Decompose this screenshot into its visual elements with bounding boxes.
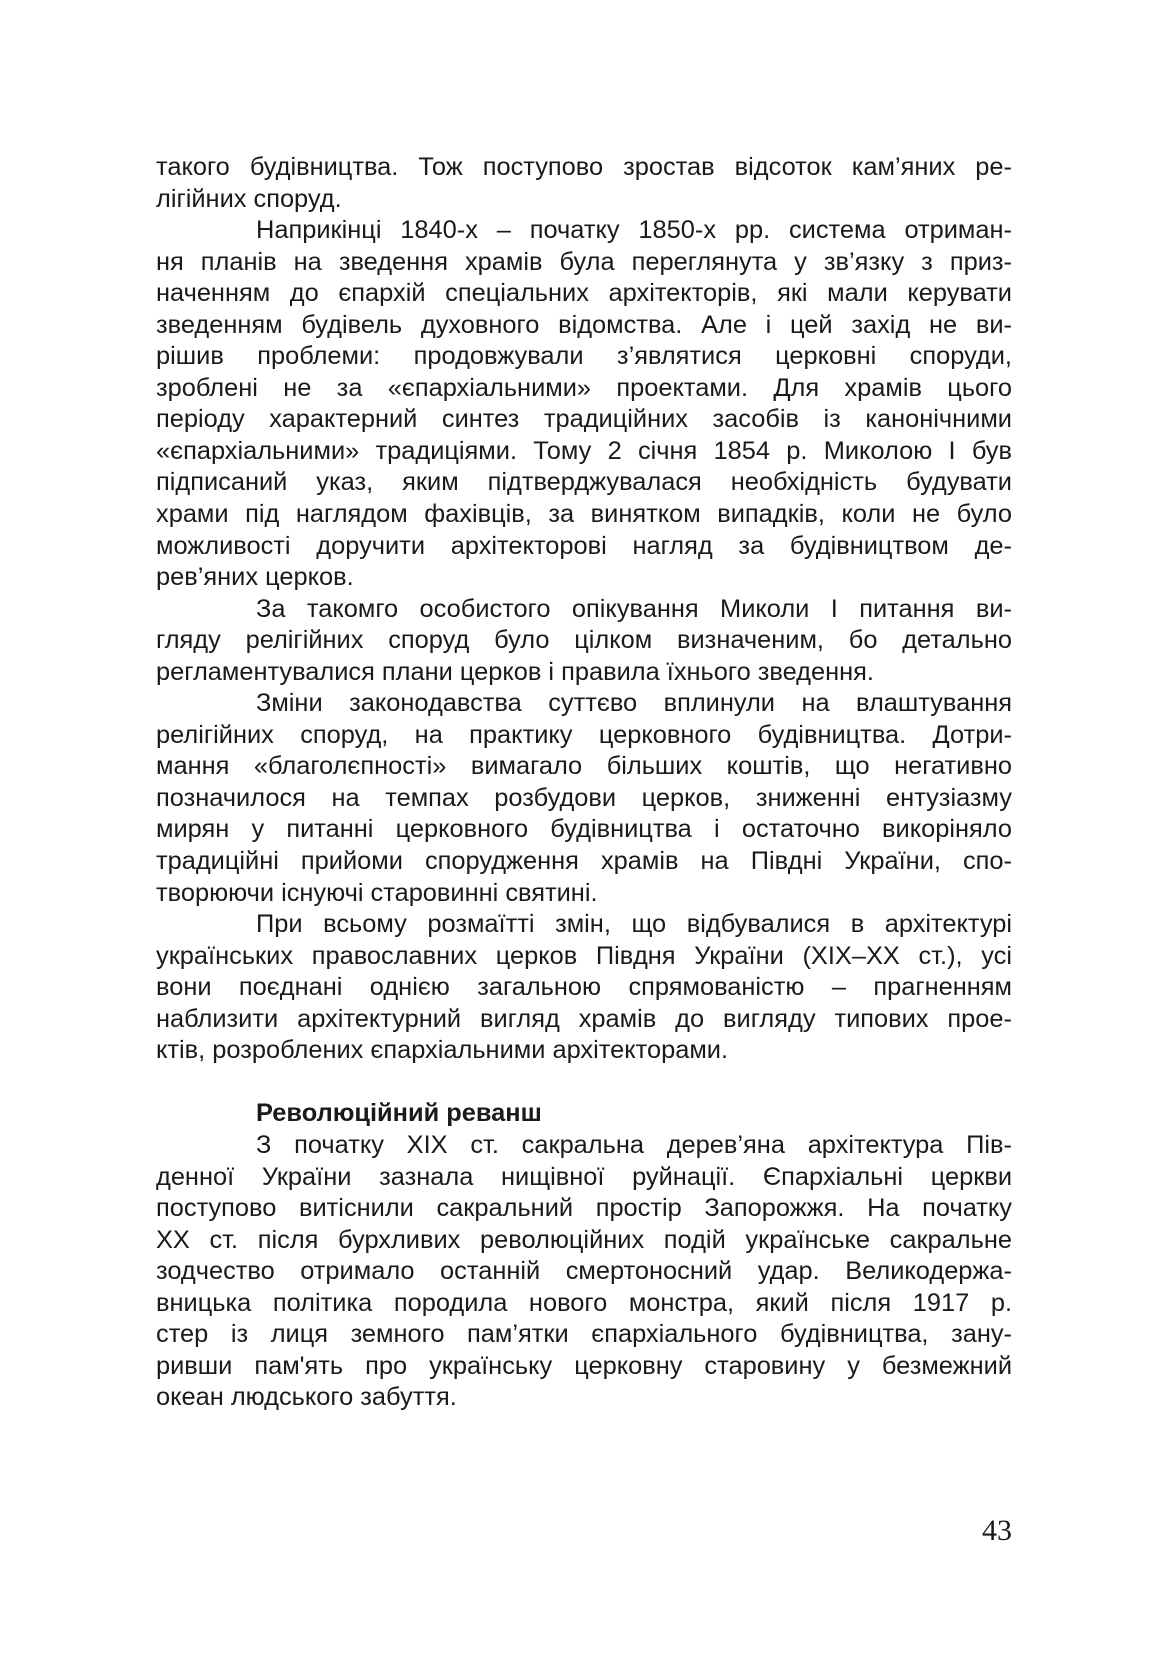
text-line: ня планів на зведення храмів була переглянута у зв’язку з приз- <box>156 247 1012 276</box>
text-line: зодчество отримало останній смертоносний удар. Великодержа- <box>156 1257 1012 1286</box>
text-line: гляду релігійних споруд було цілком визначеним, бо детально <box>156 626 1012 655</box>
text-line: можливості доручити архітекторові нагляд за будівництвом де- <box>156 531 1012 560</box>
text-line: поступово витіснили сакральний простір Запорожжя. На початку <box>156 1194 1012 1223</box>
text-line: періоду характерний синтез традиційних засобів із канонічними <box>156 405 1012 434</box>
text-line: мання «благолєпності» вимагало більших коштів, що негативно <box>156 752 1012 781</box>
text-line: мирян у питанні церковного будівництва і остаточно викоріняло <box>156 815 1012 844</box>
text-line: храми під наглядом фахівців, за винятком випадків, коли не було <box>156 500 1012 529</box>
text-line: вницька політика породила нового монстра, який після 1917 р. <box>156 1288 1012 1317</box>
paragraph-4 <box>156 688 1012 909</box>
text-line: позначилося на темпах розбудови церков, зниженні ентузіазму <box>156 783 1012 812</box>
section-spacer <box>156 1067 1012 1099</box>
text-line: творюючи існуючі старовинні святині. <box>156 878 598 907</box>
text-line: Зміни законодавства суттєво вплинули на влаштування <box>256 689 1012 718</box>
text-line: XX ст. після бурхливих революційних подій українське сакральне <box>156 1225 1012 1254</box>
text-line: З початку XIX ст. сакральна дерев’яна архітектура Пів- <box>256 1130 1012 1159</box>
text-line: наченням до єпархій спеціальних архітекторів, які мали керувати <box>156 279 1012 308</box>
text-line: зроблені не за «єпархіальними» проектами. Для храмів цього <box>156 373 1012 402</box>
paragraph-2 <box>156 215 1012 594</box>
text-line: такого будівництва. Тож поступово зростав відсоток кам’яних ре- <box>156 153 1012 181</box>
text-line: За такомго особистого опікування Миколи I питання ви- <box>256 594 1012 623</box>
text-line: українських православних церков Півдня України (XIX–XX ст.), усі <box>156 941 1012 970</box>
section-revolutionary-revanche <box>156 1098 1012 1413</box>
page-number: 43 <box>982 1514 1012 1547</box>
text-line: «єпархіальними» традиціями. Тому 2 січня 1854 р. Миколою I був <box>156 436 1012 465</box>
text-line: При всьому розмаїтті змін, що відбувалися в архітектурі <box>256 910 1012 939</box>
text-line: лігійних споруд. <box>156 184 342 213</box>
text-line: рев’яних церков. <box>156 563 354 592</box>
page-body <box>156 152 1012 1414</box>
text-line: стер із лиця земного пам’ятки єпархіального будівництва, зану- <box>156 1320 1012 1349</box>
text-line: Наприкінці 1840-х – початку 1850-х рр. система отриман- <box>256 216 1012 245</box>
text-line: підписаний указ, яким підтверджувалася необхідність будувати <box>156 468 1012 497</box>
text-line: наблизити архітектурний вигляд храмів до вигляду типових прое- <box>156 1004 1012 1033</box>
text-line: ктів, розроблених єпархіальними архітекторами. <box>156 1036 729 1065</box>
text-line: ривши пам'ять про українську церковну старовину у безмежний <box>156 1351 1012 1380</box>
section-heading: Революційний реванш <box>256 1099 542 1128</box>
text-line: вони поєднані однією загальною спрямованістю – прагненням <box>156 973 1012 1002</box>
paragraph-3 <box>156 594 1012 689</box>
text-line: регламентувалися плани церков і правила їхнього зведення. <box>156 657 874 686</box>
text-line: денної України зазнала нищівної руйнації. Єпархіальні церкви <box>156 1162 1012 1191</box>
text-line: океан людського забуття. <box>156 1383 457 1412</box>
paragraph-1 <box>156 152 1012 215</box>
text-line: рішив проблеми: продовжували з’являтися церковні споруди, <box>156 342 1012 371</box>
paragraph-5 <box>156 909 1012 1067</box>
text-line: традиційні прийоми спорудження храмів на Півдні України, спо- <box>156 847 1012 876</box>
text-line: релігійних споруд, на практику церковного будівництва. Дотри- <box>156 720 1012 749</box>
text-line: зведенням будівель духовного відомства. Але і цей захід не ви- <box>156 310 1012 339</box>
